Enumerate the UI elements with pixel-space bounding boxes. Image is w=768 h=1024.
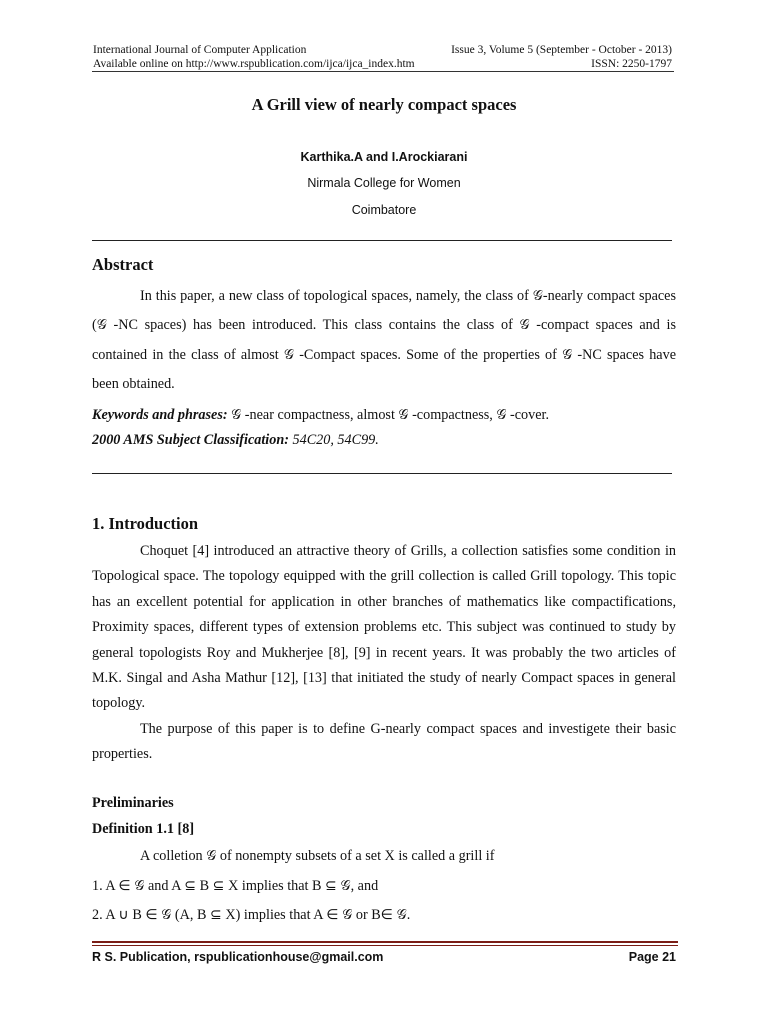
keywords (92, 407, 549, 424)
abstract-heading: Abstract (92, 255, 154, 274)
abstract-text: In this paper, a new class of topological spaces, namely, the class of 𝒢-nearly compact spaces (𝒢 -NC spaces) has been introduced. This class contains the class of 𝒢 -compact spaces and is contained in the class of almost 𝒢 -Compact spaces. Some of the properties of 𝒢 -NC spaces have been obtained. (92, 288, 676, 392)
ams-classification (92, 432, 379, 449)
definition-item-2: 2. A ∪ B ∈ 𝒢 (A, B ⊆ X) implies that A ∈ 𝒢 or B∈ 𝒢. (92, 907, 411, 923)
keywords-value: 𝒢 -near compactness, almost 𝒢 -compactness, 𝒢 -cover. (227, 407, 550, 423)
keywords-label: Keywords and phrases: (92, 407, 228, 423)
definition-heading: Definition 1.1 [8] (92, 821, 195, 837)
preliminaries-heading: Preliminaries (92, 795, 174, 811)
abstract-divider (92, 473, 672, 474)
introduction-paragraph-2: The purpose of this paper is to define G-nearly compact spaces and investigete their basic properties. (92, 721, 676, 763)
definition-text: A colletion 𝒢 of nonempty subsets of a set X is called a grill if (140, 848, 495, 864)
introduction-heading: 1. Introduction (92, 514, 199, 533)
ams-label: 2000 AMS Subject Classification: (92, 432, 289, 448)
ams-value: 54C20, 54C99. (288, 432, 379, 448)
authors: Karthika.A and I.Arockiarani (300, 150, 468, 164)
page-number: Page 21 (628, 950, 676, 964)
publisher-footer: R S. Publication, rspublicationhouse@gmail.com (92, 950, 384, 964)
city: Coimbatore (351, 203, 417, 217)
footer-divider (92, 941, 678, 943)
header-divider (92, 71, 674, 72)
footer-divider-thin (92, 945, 678, 946)
issue-info: Issue 3, Volume 5 (September - October - 2013) (451, 44, 672, 56)
definition-item-1: 1. A ∈ 𝒢 and A ⊆ B ⊆ X implies that B ⊆ 𝒢, and (92, 878, 379, 894)
issn: ISSN: 2250-1797 (591, 58, 672, 70)
affiliation: Nirmala College for Women (307, 176, 461, 190)
introduction-paragraph-1: Choquet [4] introduced an attractive theory of Grills, a collection satisfies some condition in Topological space. The topology equipped with the grill collection is called Grill topology. This topic has an excellent potential for application in other branches of mathematics like compactifications, Proximity spaces, different types of extension problems etc. This subject was continued to study by general topologists Roy and Mukherjee [8], [9] in recent years. It was probably the two articles of M.K. Singal and Asha Mathur [12], [13] that initiated the study of nearly Compact spaces in general topology. (92, 543, 676, 712)
title-divider (92, 240, 672, 241)
journal-name: International Journal of Computer Application (93, 44, 307, 56)
availability-link[interactable]: Available online on http://www.rspublication.com/ijca/ijca_index.htm (93, 58, 415, 70)
paper-title: A Grill view of nearly compact spaces (251, 95, 517, 114)
